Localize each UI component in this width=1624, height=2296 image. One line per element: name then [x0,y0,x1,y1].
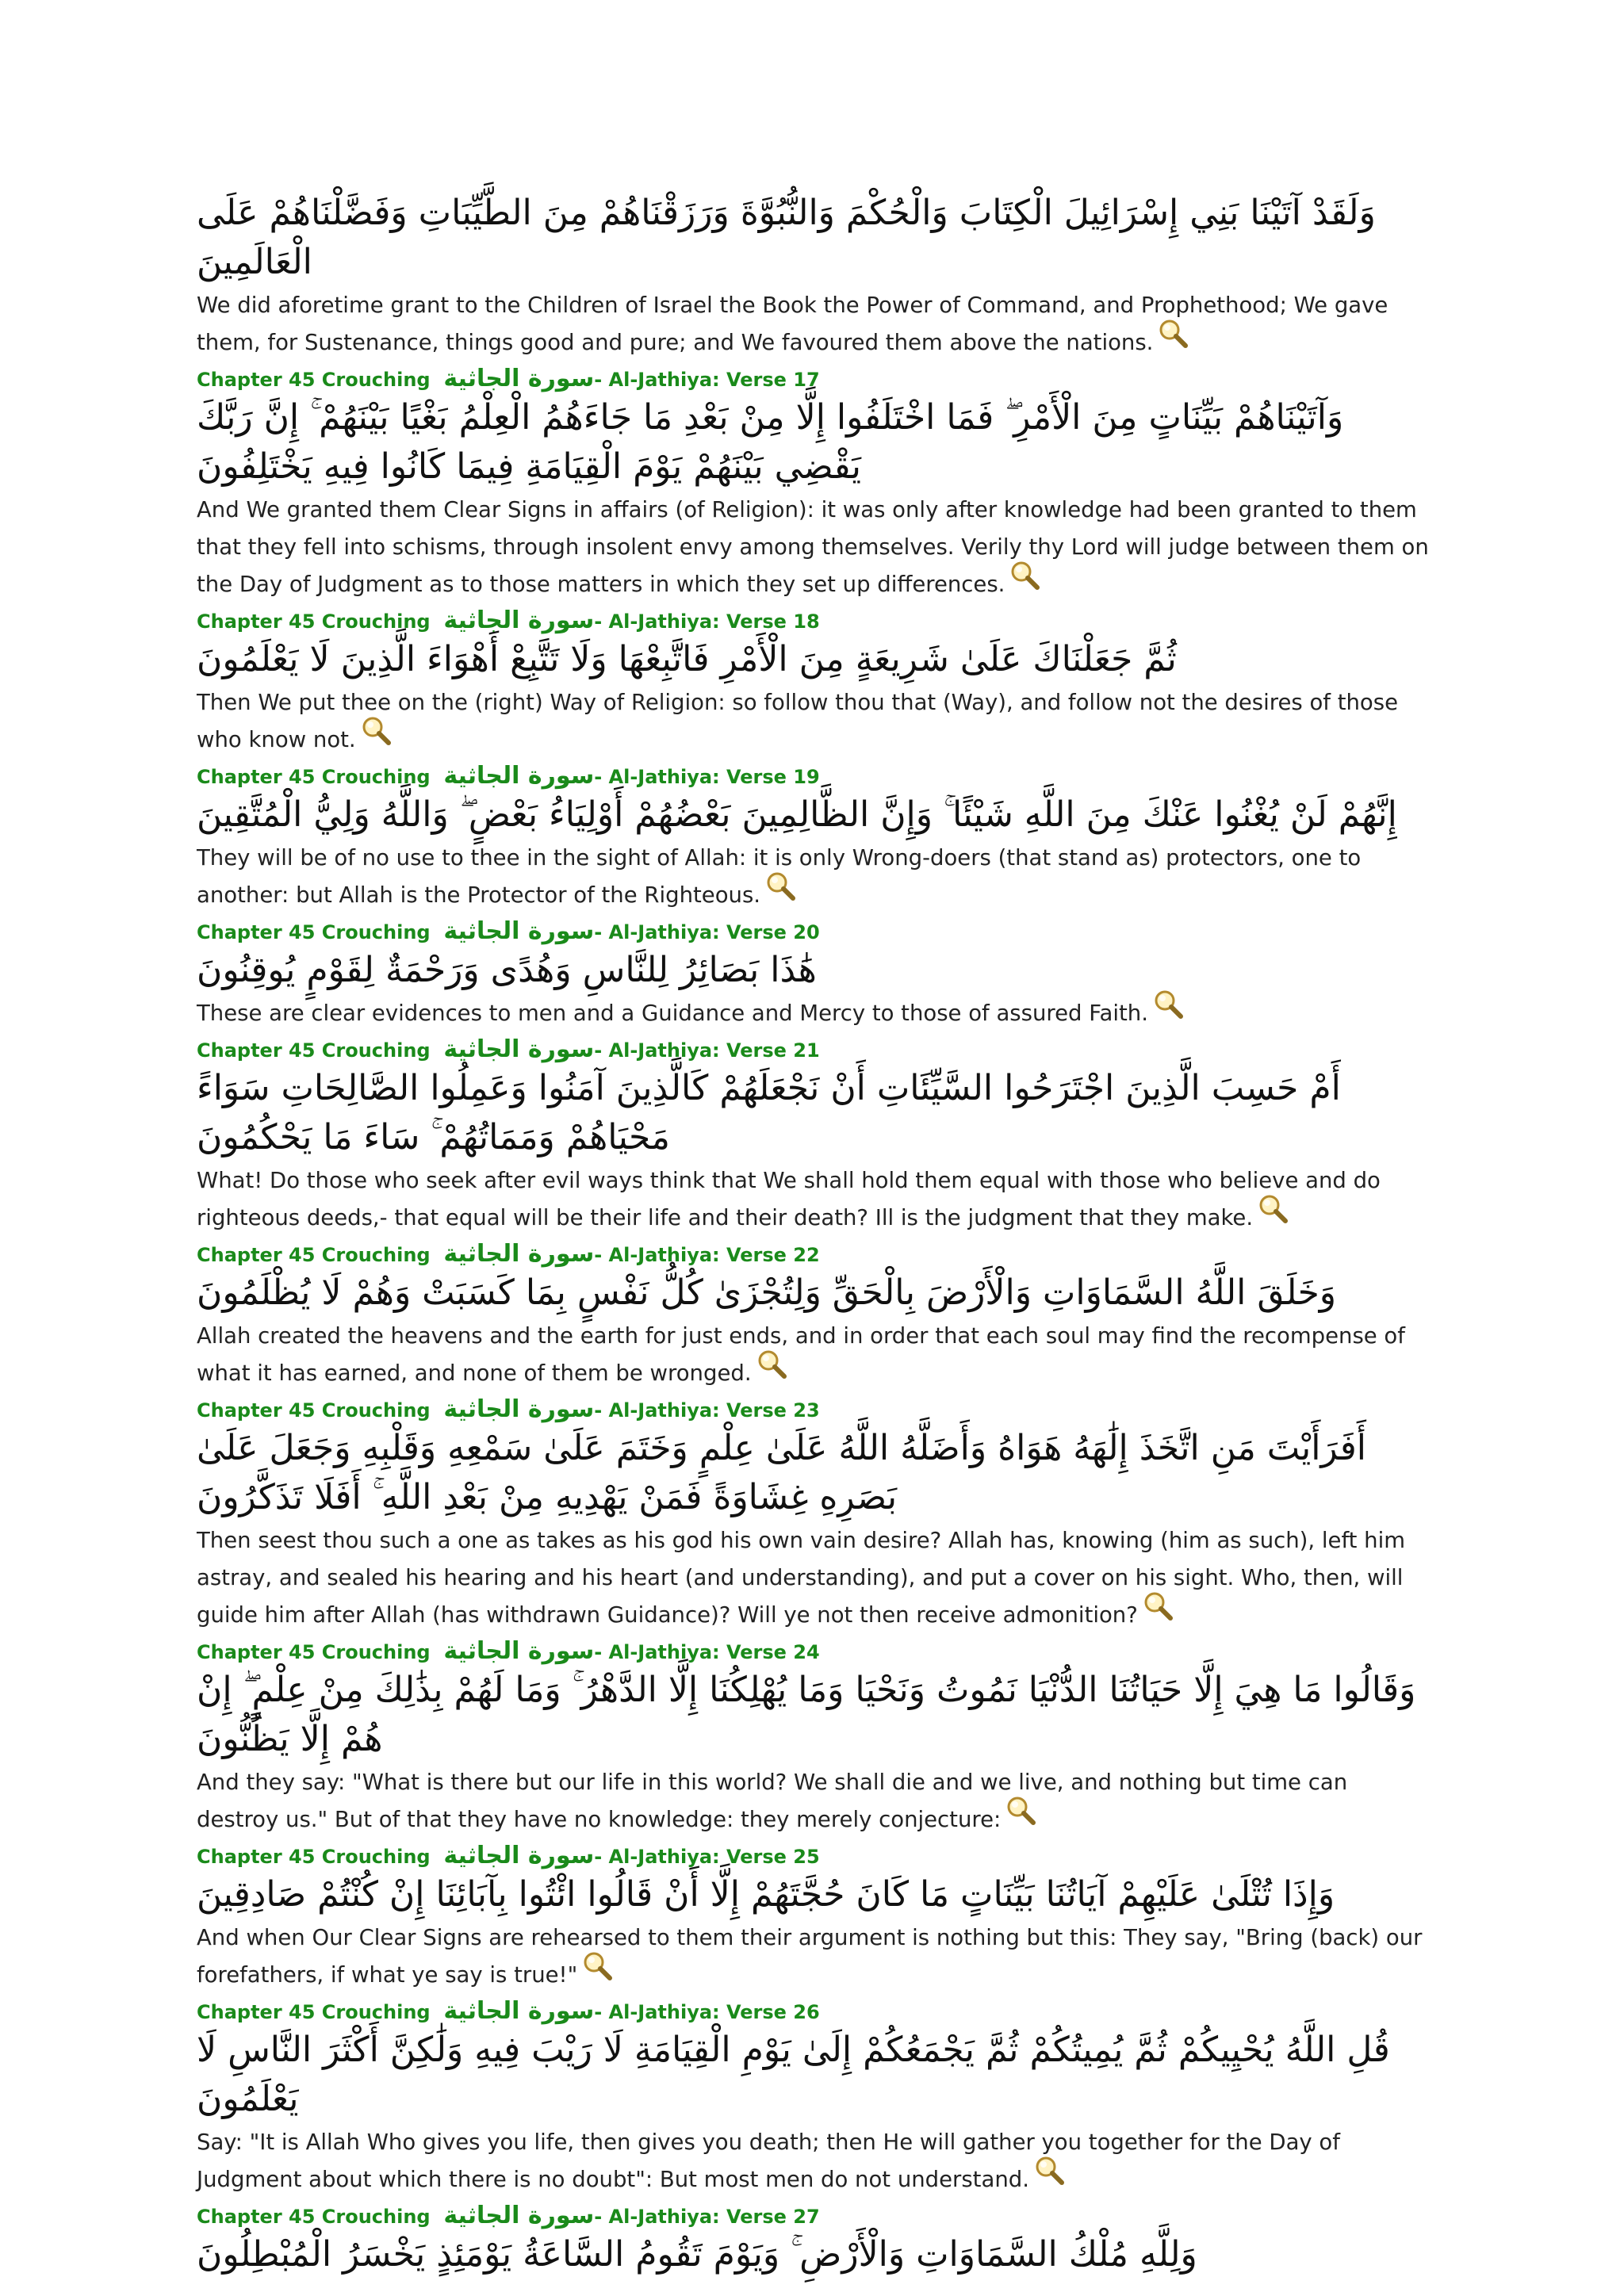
translation-text: Allah created the heavens and the earth for just ends, and in order that each soul may find the recompense of what it has earned, and none of them be wronged. [197,1323,1405,1386]
verse-label: - Al-Jathiya: Verse 24 [594,1641,820,1663]
sura-name-arabic: سورة الجاثية [443,1842,595,1869]
chapter-label: Chapter 45 Crouching [197,1039,431,1062]
verse-label: - Al-Jathiya: Verse 21 [594,1039,820,1062]
sura-name-arabic: سورة الجاثية [443,1637,595,1665]
verse-header [197,1240,1434,1269]
verse-header [197,365,1434,393]
arabic-verse-text: وَخَلَقَ اللَّهُ السَّمَاوَاتِ وَالْأَرْضَ بِالْحَقِّ وَلِتُجْزَىٰ كُلُّ نَفْسٍ بِمَا كَسَبَتْ وَهُمْ لَا يُظْلَمُونَ [197,1272,1337,1313]
sura-name-arabic: سورة الجاثية [443,1035,595,1063]
verse-block-21 [197,1035,1434,1237]
verse-block-24 [197,1637,1434,1839]
arabic-verse-text: هَٰذَا بَصَائِرُ لِلنَّاسِ وَهُدًى وَرَحْمَةٌ لِقَوْمٍ يُوقِنُونَ [197,950,817,990]
english-translation [197,492,1434,603]
verse-header [197,1637,1434,1666]
english-translation [197,995,1434,1032]
verse-header [197,1395,1434,1424]
chapter-label: Chapter 45 Crouching [197,766,431,788]
translation-text: And they say: "What is there but our life in this world? We shall die and we live, and nothing but time can destroy us." But of that they have no knowledge: they merely conjecture: [197,1770,1348,1832]
english-translation [197,2124,1434,2198]
verse-label: - Al-Jathiya: Verse 25 [594,1846,820,1868]
english-translation [197,1522,1434,1634]
verse-header [197,1035,1434,1064]
verse-block-23 [197,1395,1434,1634]
verse-label: - Al-Jathiya: Verse 20 [594,921,820,943]
translation-text: And when Our Clear Signs are rehearsed to them their argument is nothing but this: They say, "Bring (back) our forefathers, if what ye say is true!" [197,1925,1423,1988]
chapter-label: Chapter 45 Crouching [197,1846,431,1868]
magnifier-icon[interactable] [1153,997,1180,1024]
verse-block-18 [197,607,1434,759]
magnifier-icon[interactable] [361,723,388,750]
verse-block-19 [197,762,1434,914]
verse-block-16 [197,189,1434,362]
english-translation [197,287,1434,362]
translation-text: They will be of no use to thee in the sight of Allah: it is only Wrong-doers (that stand as) protectors, one to another: but Allah is the Protector of the Righteous. [197,845,1362,908]
verse-label: - Al-Jathiya: Verse 22 [594,1244,820,1266]
verse-block-25 [197,1842,1434,1994]
chapter-label: Chapter 45 Crouching [197,1399,431,1422]
translation-text: And We granted them Clear Signs in affairs (of Religion): it was only after knowledge had been granted to them that they fell into schisms, through insolent envy among themselves. Verily thy Lord will judge between them on the Day of Judgment as to those matters in which they set up differences. [197,497,1429,597]
sura-name-arabic: سورة الجاثية [443,1240,595,1268]
verse-block-26 [197,1997,1434,2198]
sura-name-arabic: سورة الجاثية [443,2202,595,2229]
chapter-label: Chapter 45 Crouching [197,921,431,943]
verse-label: - Al-Jathiya: Verse 18 [594,610,820,633]
magnifier-icon[interactable] [1009,568,1036,595]
sura-name-arabic: سورة الجاثية [443,1997,595,2025]
verse-label: - Al-Jathiya: Verse 17 [594,369,820,391]
translation-text: We did aforetime grant to the Children of Israel the Book the Power of Command, and Prophethood; We gave them, for Sustenance, things good and pure; and We favoured them above the nations. [197,293,1388,355]
chapter-label: Chapter 45 Crouching [197,1244,431,1266]
arabic-verse-text: إِنَّهُمْ لَنْ يُغْنُوا عَنْكَ مِنَ اللَّهِ شَيْئًا ۚ وَإِنَّ الظَّالِمِينَ بَعْضُهُمْ أَوْلِيَاءُ بَعْضٍ ۖ وَاللَّهُ وَلِيُّ الْمُتَّقِينَ [197,794,1397,835]
translation-text: Say: "It is Allah Who gives you life, then gives you death; then He will gather you together for the Day of Judgment about which there is no doubt": But most men do not understand. [197,2130,1340,2192]
verse-block-17 [197,365,1434,603]
verse-header [197,762,1434,790]
verse-block-27 [197,2202,1434,2279]
magnifier-icon[interactable] [1258,1201,1285,1228]
translation-text: These are clear evidences to men and a Guidance and Mercy to those of assured Faith. [197,1001,1148,1026]
arabic-verse-text: ثُمَّ جَعَلْنَاكَ عَلَىٰ شَرِيعَةٍ مِنَ الْأَمْرِ فَاتَّبِعْهَا وَلَا تَتَّبِعْ أَهْوَاءَ الَّذِينَ لَا يَعْلَمُونَ [197,639,1177,679]
verse-label: - Al-Jathiya: Verse 19 [594,766,820,788]
english-translation [197,1162,1434,1237]
magnifier-icon[interactable] [1158,326,1185,353]
verse-header [197,917,1434,946]
magnifier-icon[interactable] [765,878,792,905]
magnifier-icon[interactable] [1034,2163,1061,2190]
arabic-verse-text: وَلِلَّهِ مُلْكُ السَّمَاوَاتِ وَالْأَرْضِ ۚ وَيَوْمَ تَقُومُ السَّاعَةُ يَوْمَئِذٍ يَخْسَرُ الْمُبْطِلُونَ [197,2234,1197,2275]
translation-text: Then seest thou such a one as takes as his god his own vain desire? Allah has, knowing (him as such), left him astray, and sealed his hearing and his heart (and understanding), and put a cover on his sight. Who, then, will guide him after Allah (has withdrawn Guidance)? Will ye not then receive admonition? [197,1528,1406,1628]
sura-name-arabic: سورة الجاثية [443,917,595,945]
translation-text: Then We put thee on the (right) Way of Religion: so follow thou that (Way), and follow not the desires of those who know not. [197,690,1398,752]
chapter-label: Chapter 45 Crouching [197,610,431,633]
magnifier-icon[interactable] [582,1958,609,1985]
chapter-label: Chapter 45 Crouching [197,2001,431,2023]
english-translation [197,1764,1434,1839]
verse-header [197,1997,1434,2026]
english-translation [197,840,1434,914]
verse-block-22 [197,1240,1434,1392]
sura-name-arabic: سورة الجاثية [443,607,595,634]
english-translation [197,1318,1434,1392]
arabic-verse-text: وَآتَيْنَاهُمْ بَيِّنَاتٍ مِنَ الْأَمْرِ ۖ فَمَا اخْتَلَفُوا إِلَّا مِنْ بَعْدِ مَا جَاءَهُمُ الْعِلْمُ بَغْيًا بَيْنَهُمْ ۚ إِنَّ رَبَّكَ يَقْضِي بَيْنَهُمْ يَوْمَ الْقِيَامَةِ فِيمَا كَانُوا فِيهِ يَخْتَلِفُونَ [197,397,1344,487]
sura-name-arabic: سورة الجاثية [443,1395,595,1423]
magnifier-icon[interactable] [1005,1803,1032,1830]
arabic-verse-text: أَمْ حَسِبَ الَّذِينَ اجْتَرَحُوا السَّيِّئَاتِ أَنْ نَجْعَلَهُمْ كَالَّذِينَ آمَنُوا وَعَمِلُوا الصَّالِحَاتِ سَوَاءً مَحْيَاهُمْ وَمَمَاتُهُمْ ۚ سَاءَ مَا يَحْكُمُونَ [197,1068,1341,1158]
chapter-label: Chapter 45 Crouching [197,1641,431,1663]
verse-block-20 [197,917,1434,1032]
verse-label: - Al-Jathiya: Verse 27 [594,2206,820,2228]
chapter-label: Chapter 45 Crouching [197,369,431,391]
verse-header [197,607,1434,635]
english-translation [197,684,1434,759]
arabic-verse-text: وَقَالُوا مَا هِيَ إِلَّا حَيَاتُنَا الدُّنْيَا نَمُوتُ وَنَحْيَا وَمَا يُهْلِكُنَا إِلَّا الدَّهْرُ ۚ وَمَا لَهُمْ بِذَٰلِكَ مِنْ عِلْمٍ ۖ إِنْ هُمْ إِلَّا يَظُنُّونَ [197,1670,1416,1759]
arabic-verse-text: قُلِ اللَّهُ يُحْيِيكُمْ ثُمَّ يُمِيتُكُمْ ثُمَّ يَجْمَعُكُمْ إِلَىٰ يَوْمِ الْقِيَامَةِ لَا رَيْبَ فِيهِ وَلَٰكِنَّ أَكْثَرَ النَّاسِ لَا يَعْلَمُونَ [197,2030,1390,2119]
translation-text: What! Do those who seek after evil ways think that We shall hold them equal with those who believe and do righteous deeds,- that equal will be their life and their death? Ill is the judgment that they make. [197,1168,1381,1230]
arabic-verse-text: أَفَرَأَيْتَ مَنِ اتَّخَذَ إِلَٰهَهُ هَوَاهُ وَأَضَلَّهُ اللَّهُ عَلَىٰ عِلْمٍ وَخَتَمَ عَلَىٰ سَمْعِهِ وَقَلْبِهِ وَجَعَلَ عَلَىٰ بَصَرِهِ غِشَاوَةً فَمَنْ يَهْدِيهِ مِنْ بَعْدِ اللَّهِ ۚ أَفَلَا تَذَكَّرُونَ [197,1428,1366,1517]
arabic-verse-text: وَلَقَدْ آتَيْنَا بَنِي إِسْرَائِيلَ الْكِتَابَ وَالْحُكْمَ وَالنُّبُوَّةَ وَرَزَقْنَاهُمْ مِنَ الطَّيِّبَاتِ وَفَضَّلْنَاهُمْ عَلَى الْعَالَمِينَ [197,193,1376,282]
sura-name-arabic: سورة الجاثية [443,365,595,392]
arabic-verse-text: وَإِذَا تُتْلَىٰ عَلَيْهِمْ آيَاتُنَا بَيِّنَاتٍ مَا كَانَ حُجَّتَهُمْ إِلَّا أَنْ قَالُوا ائْتُوا بِآبَائِنَا إِنْ كُنْتُمْ صَادِقِينَ [197,1874,1335,1915]
verse-list [197,189,1434,2279]
verse-header [197,2202,1434,2230]
magnifier-icon[interactable] [1143,1598,1170,1625]
chapter-label: Chapter 45 Crouching [197,2206,431,2228]
magnifier-icon[interactable] [756,1357,783,1383]
verse-label: - Al-Jathiya: Verse 23 [594,1399,820,1422]
verse-label: - Al-Jathiya: Verse 26 [594,2001,820,2023]
english-translation [197,1919,1434,1994]
sura-name-arabic: سورة الجاثية [443,762,595,790]
verse-header [197,1842,1434,1870]
